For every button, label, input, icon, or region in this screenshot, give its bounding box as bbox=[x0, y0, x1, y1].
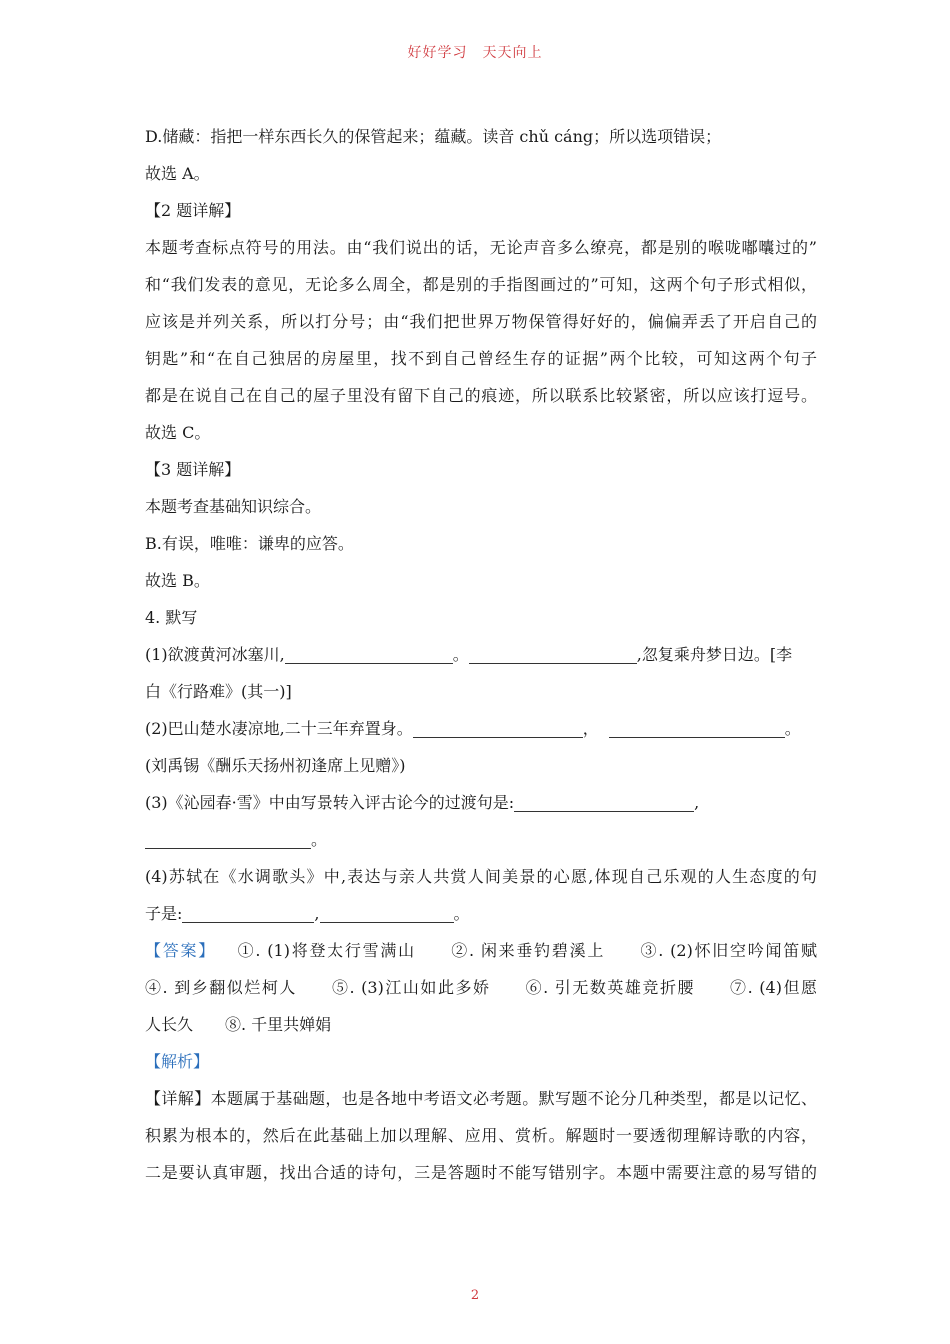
q2-line: 钥匙”和“在自己独居的房屋里，找不到自己曾经生存的证据”两个比较，可知这两个句子 bbox=[145, 349, 817, 368]
q4-item3 bbox=[145, 784, 817, 821]
punct: 。 bbox=[784, 719, 801, 738]
analysis-line: 积累为根本的，然后在此基础上加以理解、应用、赏析。解题时一要透彻理解诗歌的内容， bbox=[145, 1126, 817, 1145]
q4-title: 4. 默写 bbox=[145, 608, 198, 627]
q4-item1-text: ,忽复乘舟梦日边。[李 bbox=[636, 645, 793, 664]
q2-line: 应该是并列关系，所以打分号；由“我们把世界万物保管得好好的，偏偏弄丢了开启自己的 bbox=[145, 312, 817, 331]
q4-item1 bbox=[145, 636, 817, 673]
answer-line: 人长久 ⑧. 千里共婵娟 bbox=[145, 1015, 332, 1034]
q4-item4-cont bbox=[145, 895, 817, 932]
q4-item3-text: (3)《沁园春·雪》中由写景转入评古论今的过渡句是: bbox=[145, 793, 515, 812]
punct: ， bbox=[582, 719, 599, 738]
punct: 。 bbox=[453, 904, 470, 923]
q1-option-d: D.储藏：指把一样东西长久的保管起来；蕴藏。读音 chǔ cáng；所以选项错误； bbox=[145, 127, 722, 146]
q4-item2-source: (刘禹锡《酬乐天扬州初逢席上见赠》) bbox=[145, 756, 406, 775]
analysis-label: 【解析】 bbox=[145, 1052, 210, 1071]
answer-line bbox=[145, 932, 817, 969]
page-header: 好好学习 天天向上 bbox=[407, 45, 543, 61]
punct: 。 bbox=[311, 830, 328, 849]
q4-item1-source: 白《行路难》(其一)] bbox=[145, 682, 292, 701]
q4-item4: (4)苏轼在《水调歌头》中,表达与亲人共赏人间美景的心愿,体现自己乐观的人生态度的句 bbox=[145, 867, 817, 886]
q3-heading: 【3 题详解】 bbox=[145, 460, 241, 479]
q4-item3-cont bbox=[145, 821, 817, 858]
punct: , bbox=[314, 904, 320, 923]
analysis-line: 二是要认真审题，找出合适的诗句，三是答题时不能写错别字。本题中需要注意的易写错的 bbox=[145, 1163, 817, 1182]
analysis-line: 【详解】本题属于基础题，也是各地中考语文必考题。默写题不论分几种类型，都是以记忆、 bbox=[145, 1089, 817, 1108]
punct: 。 bbox=[396, 719, 413, 738]
q2-line: 本题考查标点符号的用法。由“我们说出的话，无论声音多么缭亮，都是别的喉咙嘟囔过的” bbox=[145, 238, 817, 257]
page-number: 2 bbox=[470, 1288, 480, 1303]
q4-item2-text: (2)巴山楚水凄凉地,二十三年弃置身 bbox=[145, 719, 397, 738]
answer-label: 【答案】 bbox=[145, 941, 216, 960]
q4-item2 bbox=[145, 710, 817, 747]
punct: 。 bbox=[452, 645, 469, 664]
q1-answer: 故选 A。 bbox=[145, 164, 210, 183]
fill-blank bbox=[320, 904, 454, 923]
fill-blank bbox=[514, 793, 694, 812]
q2-line: 和“我们发表的意见，无论多么周全，都是别的手指图画过的”可知，这两个句子形式相似， bbox=[145, 275, 817, 294]
fill-blank bbox=[182, 904, 314, 923]
punct: , bbox=[694, 793, 700, 812]
q2-heading: 【2 题详解】 bbox=[145, 201, 241, 220]
q2-line: 都是在说自己在自己的屋子里没有留下自己的痕迹，所以联系比较紧密，所以应该打逗号。 bbox=[145, 386, 817, 405]
document-body bbox=[145, 118, 817, 1191]
answer-line: ④. 到乡翻似烂柯人 ⑤. (3)江山如此多娇 ⑥. 引无数英雄竞折腰 ⑦. (4)但愿 bbox=[145, 978, 817, 997]
fill-blank bbox=[145, 830, 311, 849]
q3-explain: B.有误，唯唯：谦卑的应答。 bbox=[145, 534, 354, 553]
fill-blank bbox=[609, 719, 785, 738]
answer-text: ①. (1)将登太行雪满山 ②. 闲来垂钓碧溪上 ③. (2)怀旧空吟闻笛赋 bbox=[235, 941, 817, 960]
q2-answer: 故选 C。 bbox=[145, 423, 211, 442]
q4-item4-text: 子是: bbox=[145, 904, 183, 923]
fill-blank bbox=[413, 719, 583, 738]
q4-item1-text: (1)欲渡黄河冰塞川, bbox=[145, 645, 285, 664]
q3-intro: 本题考查基础知识综合。 bbox=[145, 497, 322, 516]
q3-answer: 故选 B。 bbox=[145, 571, 210, 590]
fill-blank bbox=[285, 645, 453, 664]
fill-blank bbox=[469, 645, 637, 664]
